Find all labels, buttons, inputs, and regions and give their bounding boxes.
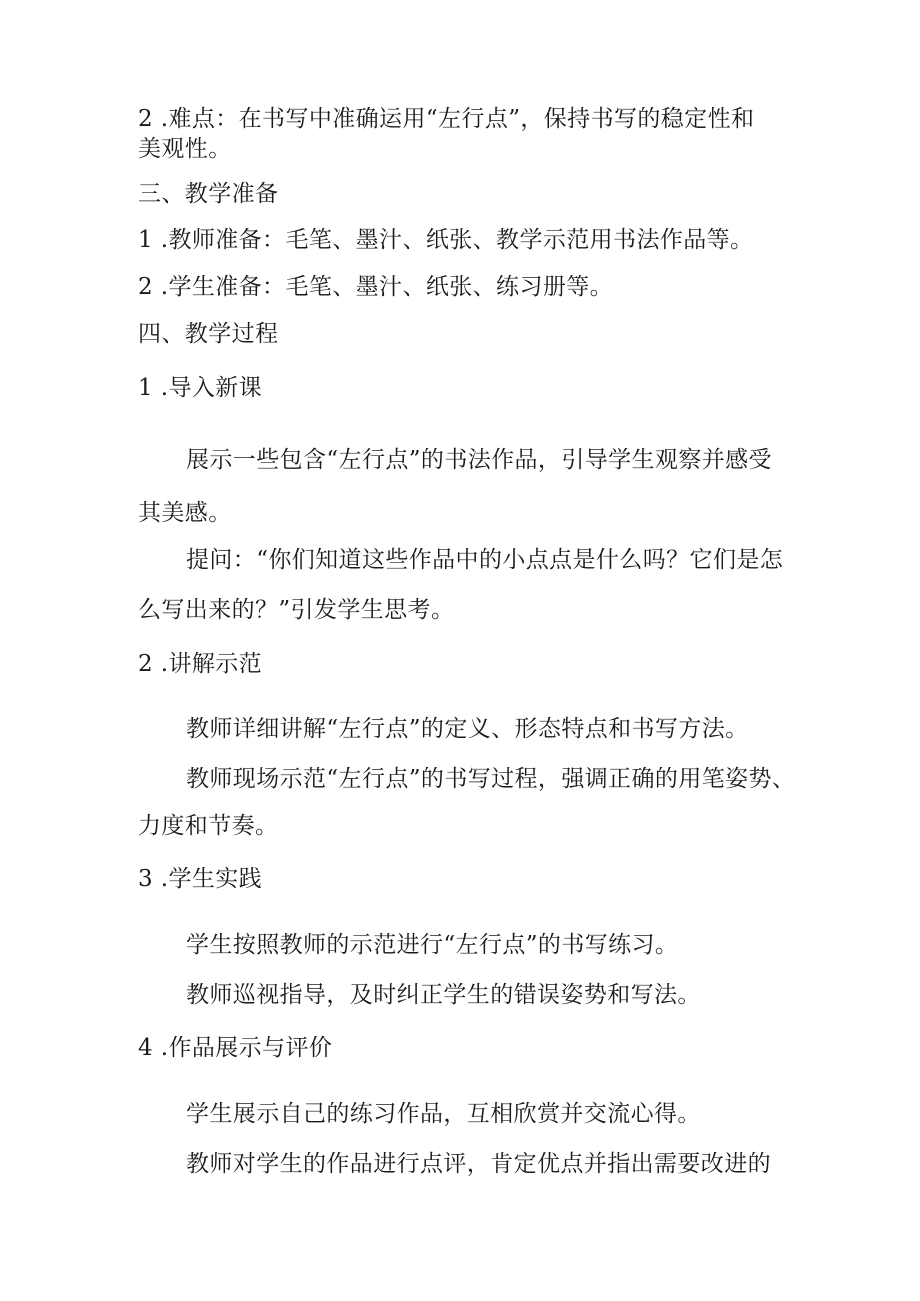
text-line: 展示一些包含“左行点”的书法作品，引导学生观察并感受: [186, 447, 772, 473]
text-line: 学生展示自己的练习作品，互相欣赏并交流心得。: [186, 1101, 701, 1127]
text-line: 么写出来的？”引发学生思考。: [138, 597, 455, 623]
text-line: 教师现场示范“左行点”的书写过程，强调正确的用笔姿势、: [186, 766, 796, 792]
text-line: 学生按照教师的示范进行“左行点”的书写练习。: [186, 932, 679, 958]
text-line: 1 .教师准备：毛笔、墨汁、纸张、教学示范用书法作品等。: [138, 227, 754, 253]
text-line: 教师巡视指导，及时纠正学生的错误姿势和写法。: [186, 982, 701, 1008]
subsection-heading: 4 .作品展示与评价: [138, 1035, 333, 1061]
section-heading: 四、教学过程: [138, 321, 279, 347]
subsection-heading: 2 .讲解示范: [138, 651, 263, 677]
text-line: 教师详细讲解“左行点”的定义、形态特点和书写方法。: [186, 716, 749, 742]
text-line: 其美感。: [138, 500, 232, 526]
text-line: 教师对学生的作品进行点评，肯定优点并指出需要改进的: [186, 1151, 771, 1177]
text-line: 美观性。: [138, 136, 232, 162]
text-line: 提问：“你们知道这些作品中的小点点是什么吗？它们是怎: [186, 547, 784, 573]
text-line: 2 .学生准备：毛笔、墨汁、纸张、练习册等。: [138, 274, 614, 300]
text-line: 力度和节奏。: [138, 813, 279, 839]
subsection-heading: 3 .学生实践: [138, 866, 263, 892]
text-line: 2 .难点：在书写中准确运用“左行点”，保持书写的稳定性和: [138, 106, 755, 132]
subsection-heading: 1 .导入新课: [138, 375, 263, 401]
section-heading: 三、教学准备: [138, 181, 279, 207]
